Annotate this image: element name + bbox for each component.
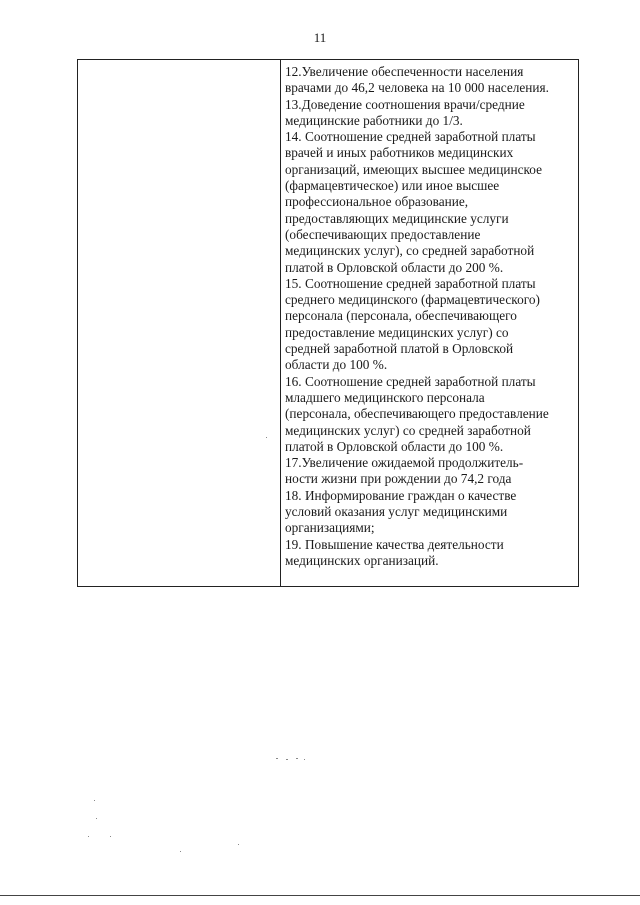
item-14-line-4: (фармацевтическое) или иное высшее [285, 178, 500, 194]
item-14-line-7: (обеспечивающих предоставление [285, 226, 481, 242]
scan-speck [180, 851, 181, 852]
page-number: 11 [313, 30, 327, 45]
scan-speck [238, 844, 239, 845]
scan-speck [96, 818, 97, 819]
item-18-line-2: условий оказания услуг медицинскими [285, 504, 508, 520]
item-14-line-5: профессиональное образование, [285, 194, 469, 210]
item-16-line-3: (персонала, обеспечивающего предоставление [285, 406, 549, 422]
list-item [285, 276, 574, 374]
scan-speck [266, 437, 267, 438]
item-12-line-1: 12.Увеличение обеспеченности населения [285, 64, 524, 79]
item-17-line-1: 17.Увеличение ожидаемой продолжитель- [285, 455, 524, 471]
item-15-line-2: среднего медицинского (фармацевтического) [285, 292, 540, 308]
list-item [285, 129, 574, 276]
scan-speck [88, 836, 89, 837]
item-15-line-3: персонала (персонала, обеспечивающего [285, 308, 517, 324]
list-item [285, 537, 574, 570]
content-table [77, 59, 579, 587]
item-19-line-1: 19. Повышение качества деятельности [285, 536, 504, 552]
scan-speck [286, 759, 288, 760]
list-item [285, 64, 574, 97]
item-19-line-2: медицинских организаций. [285, 552, 439, 568]
scan-speck [276, 758, 278, 759]
scan-speck [94, 800, 95, 801]
item-14-line-3: организаций, имеющих высшее медицинское [285, 161, 542, 177]
list-item [285, 488, 574, 537]
item-16-line-1: 16. Соотношение средней заработной платы [285, 373, 536, 389]
table-right-cell [281, 60, 578, 586]
item-15-line-5: средней заработной платой в Орловской [285, 341, 514, 357]
item-16-line-5: платой в Орловской области до 100 %. [285, 438, 504, 454]
item-14-line-1: 14. Соотношение средней заработной платы [285, 129, 536, 145]
item-13-line-1: 13.Доведение соотношения врачи/средние [285, 96, 525, 112]
item-13-line-2: медицинские работники до 1/3. [285, 112, 463, 128]
item-16-line-2: младшего медицинского персонала [285, 389, 485, 405]
item-15-line-6: области до 100 %. [285, 357, 388, 373]
item-12-line-2: врачами до 46,2 человека на 10 000 населения. [285, 80, 549, 96]
list-item [285, 97, 574, 130]
list-item [285, 374, 574, 455]
item-14-line-6: предоставляющих медицинские услуги [285, 210, 509, 226]
item-15-line-1: 15. Соотношение средней заработной платы [285, 275, 536, 291]
item-18-line-3: организациями; [285, 520, 375, 536]
list-item [285, 455, 574, 488]
scan-speck [110, 836, 111, 837]
bottom-rule [0, 895, 640, 896]
item-16-line-4: медицинских услуг) со средней заработной [285, 422, 531, 438]
table-left-cell [78, 60, 281, 586]
item-17-line-2: ности жизни при рождении до 74,2 года [285, 471, 512, 487]
scan-speck [304, 759, 305, 760]
item-14-line-9: платой в Орловской области до 200 %. [285, 259, 504, 275]
scan-speck [296, 758, 298, 759]
item-18-line-1: 18. Информирование граждан о качестве [285, 487, 517, 503]
item-14-line-2: врачей и иных работников медицинских [285, 145, 514, 161]
item-15-line-4: предоставление медицинских услуг) со [285, 324, 509, 340]
item-14-line-8: медицинских услуг), со средней заработной [285, 243, 535, 259]
